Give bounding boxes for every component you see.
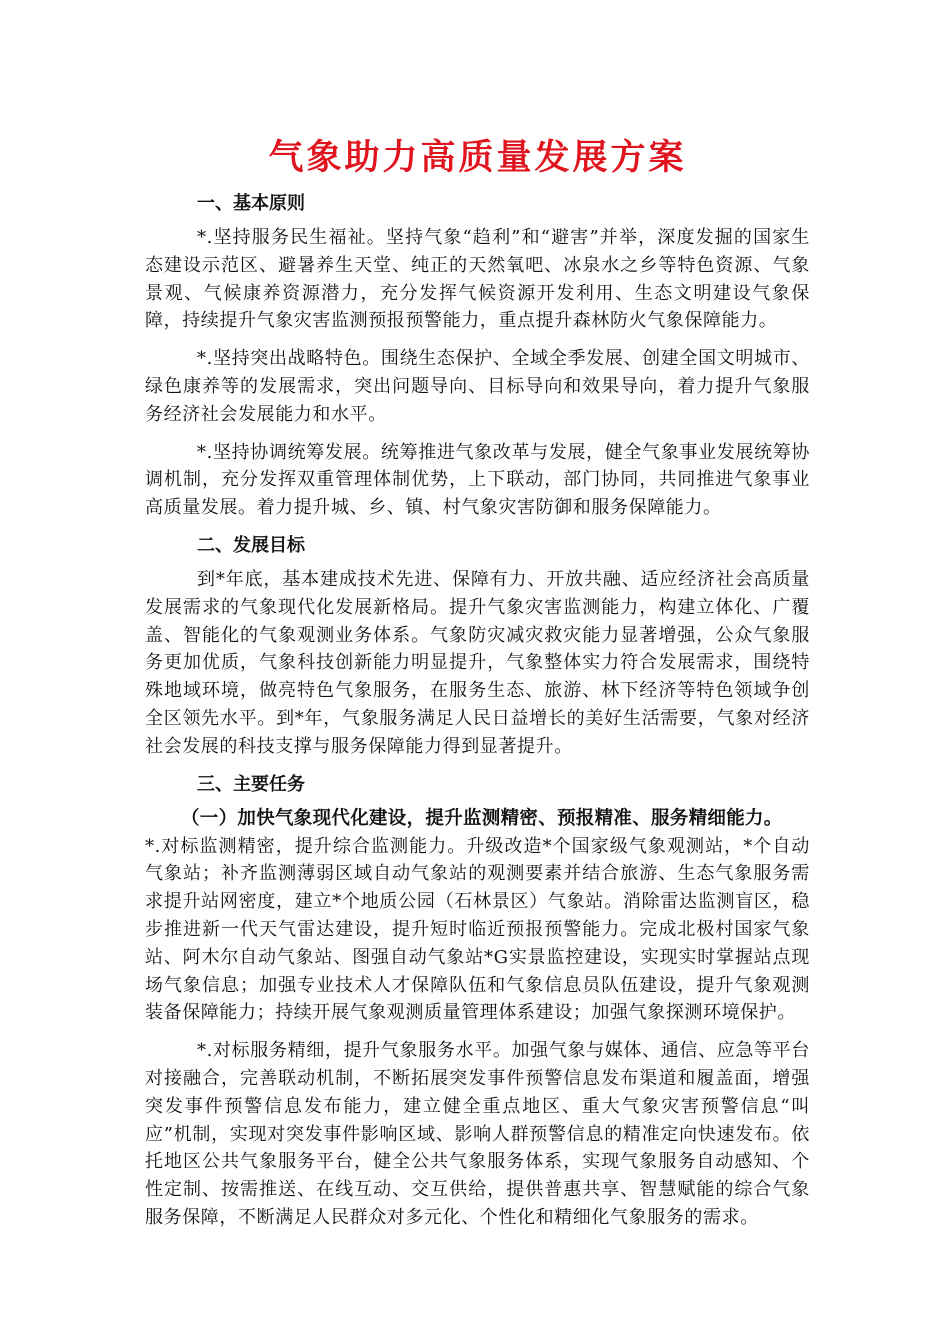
paragraph: *.坚持突出战略特色。围绕生态保护、全域全季发展、创建全国文明城市、绿色康养等的发展需求，突出问题导向、目标导向和效果导向，着力提升气象服务经济社会发展能力和水平。 bbox=[145, 348, 810, 425]
paragraph: 到*年底，基本建成技术先进、保障有力、开放共融、适应经济社会高质量发展需求的气象现代化发展新格局。提升气象灾害监测能力，构建立体化、广覆盖、智能化的气象观测业务体系。气象防灾减灾救灾能力显著增强，公众气象服务更加优质，气象科技创新能力明显提升，气象整体实力符合发展需求，围绕特殊地域环境，做亮特色气象服务，在服务生态、旅游、林下经济等特色领域争创全区领先水平。到*年，气象服务满足人民日益增长的美好生活需要，气象对经济社会发展的科技支撑与服务保障能力得到显著提升。 bbox=[145, 568, 810, 757]
paragraph: *.坚持服务民生福祉。坚持气象“趋利”和“避害”并举，深度发掘的国家生态建设示范区、避暑养生天堂、纯正的天然氧吧、冰泉水之乡等特色资源、气象景观、气候康养资源潜力，充分发挥气候资源开发利用、生态文明建设气象保障，持续提升气象灾害监测预报预警能力，重点提升森林防火气象保障能力。 bbox=[145, 227, 810, 332]
subsection-heading: （一）加快气象现代化建设，提升监测精密、预报精准、服务精细能力。 bbox=[181, 807, 783, 829]
section-heading: 一、基本原则 bbox=[197, 193, 305, 214]
paragraph: *.对标监测精密，提升综合监测能力。升级改造*个国家级气象观测站，*个自动气象站；补齐监测薄弱区域自动气象站的观测要素并结合旅游、生态气象服务需求提升站网密度，建立*个地质公园（石林景区）气象站。消除雷达监测盲区，稳步推进新一代天气雷达建设，提升短时临近预报预警能力。完成北极村国家气象站、阿木尔自动气象站、图强自动气象站*G实景监控建设，实现实时掌握站点现场气象信息；加强专业技术人才保障队伍和气象信息员队伍建设，提升气象观测装备保障能力；持续开展气象观测质量管理体系建设；加强气象探测环境保护。 bbox=[145, 835, 810, 1024]
section-main-tasks bbox=[145, 771, 810, 1232]
section-heading: 三、主要任务 bbox=[197, 773, 305, 795]
section-basic-principles bbox=[145, 190, 810, 522]
paragraph: *.坚持协调统筹发展。统筹推进气象改革与发展，健全气象事业发展统筹协调机制，充分发挥双重管理体制优势，上下联动，部门协同，共同推进气象事业高质量发展。着力提升城、乡、镇、村气象灾害防御和服务保障能力。 bbox=[145, 441, 810, 519]
section-development-goals bbox=[145, 532, 810, 761]
document-title: 气象助力高质量发展方案 bbox=[268, 137, 687, 178]
section-heading: 二、发展目标 bbox=[197, 534, 305, 556]
paragraph: *.对标服务精细，提升气象服务水平。加强气象与媒体、通信、应急等平台对接融合，完善联动机制，不断拓展突发事件预警信息发布渠道和履盖面，增强突发事件预警信息发布能力，建立健全重点地区、重大气象灾害预警信息“叫应”机制，实现对突发事件影响区域、影响人群预警信息的精准定向快速发布。依托地区公共气象服务平台，健全公共气象服务体系，实现气象服务自动感知、个性定制、按需推送、在线互动、交互供给，提供普惠共享、智慧赋能的综合气象服务保障，不断满足人民群众对多元化、个性化和精细化气象服务的需求。 bbox=[145, 1040, 810, 1228]
document-page bbox=[145, 130, 810, 1242]
